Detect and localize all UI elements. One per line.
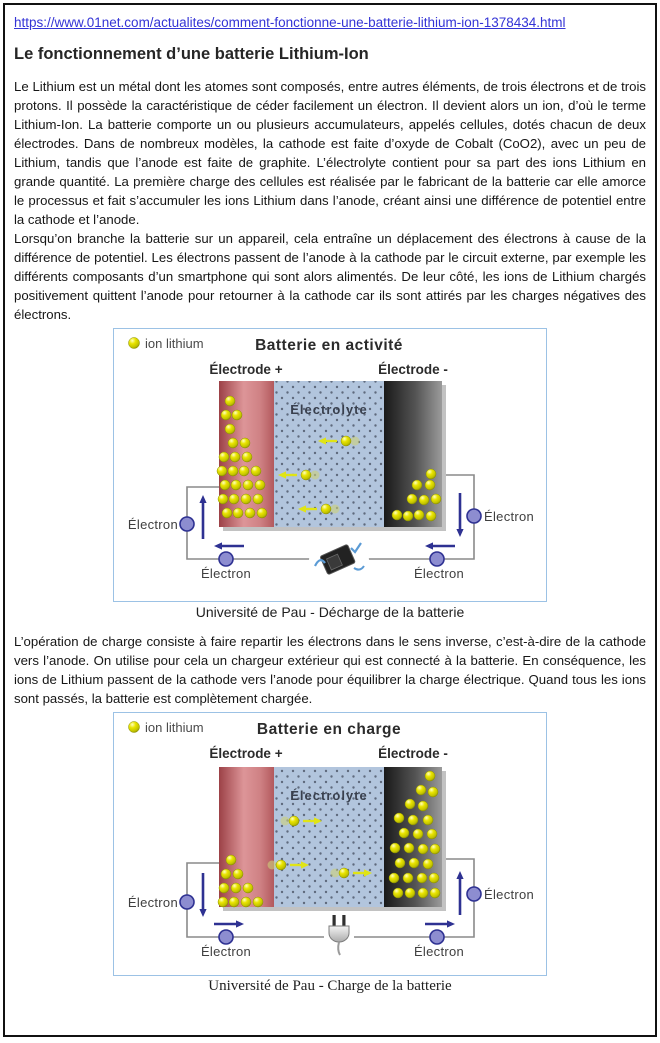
paragraph-discharge: Lorsqu’on branche la batterie sur un appareil, cela entraîne un déplacement des électrons à cause de la différence de potentiel. Les électrons passent de l’anode à la cathode par le circuit externe, par exemple les différents composants d’un smartphone qui sont alors alimentés. De leur côté, les ions de Lithium chargés positivement quittent l’anode pour retourner à la cathode car ils sont attirés par les charges négatives des électrons.	[14, 231, 646, 322]
figure-discharge-caption: Université de Pau - Décharge de la batterie	[195, 604, 465, 620]
electron-label: Électron	[200, 566, 252, 581]
figure-battery-discharge	[113, 328, 547, 620]
lithium-ion	[276, 860, 286, 870]
paragraph-charge: L’opération de charge consiste à faire repartir les électrons dans le sens inverse, c’est-à-dire de la cathode vers l’anode. On utilise pour cela un chargeur extérieur qui est connecté à la batterie. En conséquence, les ions de Lithium passent de la cathode vers l’anode pour équilibrer la charge électrique. Quand tous les ions sont passés, la batterie est complètement chargée.	[14, 634, 646, 706]
lithium-ion	[413, 829, 423, 839]
lithium-ion-ghost	[281, 817, 290, 826]
lithium-ion	[241, 494, 251, 504]
lithium-ion	[321, 504, 331, 514]
legend-ion-dot	[129, 722, 140, 733]
lithium-ion	[418, 844, 428, 854]
lithium-ion	[409, 858, 419, 868]
lithium-ion	[225, 396, 235, 406]
lithium-ion	[412, 480, 422, 490]
lithium-ion	[226, 855, 236, 865]
lithium-ion	[222, 508, 232, 518]
electron-label: Électron	[127, 895, 178, 910]
lithium-ion	[431, 494, 441, 504]
source-url	[14, 15, 646, 30]
lithium-ion	[419, 495, 429, 505]
figure-charge-caption: Université de Pau - Charge de la batterie	[208, 978, 452, 994]
legend-ion-dot	[129, 338, 140, 349]
lithium-ion	[221, 410, 231, 420]
lithium-ion	[233, 869, 243, 879]
electrode-positive-label: Électrode +	[209, 362, 283, 377]
lithium-ion	[430, 888, 440, 898]
lithium-ion	[253, 897, 263, 907]
lithium-ion	[390, 843, 400, 853]
electron-dot	[219, 930, 233, 944]
electron-label: Électron	[200, 944, 252, 959]
lithium-ion-ghost	[311, 471, 320, 480]
lithium-ion	[229, 494, 239, 504]
figure-battery-charge	[113, 712, 547, 995]
electron-dot	[430, 552, 444, 566]
lithium-ion	[241, 897, 251, 907]
lithium-ion	[231, 480, 241, 490]
electron-dot	[180, 517, 194, 531]
lithium-ion	[403, 873, 413, 883]
lithium-ion	[418, 801, 428, 811]
lithium-ion	[221, 869, 231, 879]
lithium-ion	[404, 843, 414, 853]
lithium-ion	[231, 883, 241, 893]
electron-dot	[467, 887, 481, 901]
lithium-ion	[416, 785, 426, 795]
lithium-ion	[405, 888, 415, 898]
lithium-ion	[251, 466, 261, 476]
lithium-ion	[418, 888, 428, 898]
electrode-negative-label: Électrode -	[378, 362, 448, 377]
lithium-ion	[243, 883, 253, 893]
electron-label: Électron	[484, 509, 535, 524]
lithium-ion	[229, 897, 239, 907]
lithium-ion	[403, 511, 413, 521]
lithium-ion	[219, 883, 229, 893]
lithium-ion	[417, 873, 427, 883]
electrode-negative	[384, 381, 442, 527]
electrode-positive-label: Électrode +	[209, 746, 283, 761]
charger-plug-icon	[324, 915, 354, 955]
electrolyte-label: Électrolyte	[290, 402, 368, 417]
lithium-ion	[218, 494, 228, 504]
lithium-ion	[407, 494, 417, 504]
paragraph-lithium-intro: Le Lithium est un métal dont les atomes sont composés, entre autres éléments, de trois électrons et de trois protons. Il possède la caractéristique de céder facilement un électron. Il devient alors un ion, d’où le terme Lithium-Ion. La batterie comporte un ou plusieurs accumulateurs, appelés cellules, dotés chacun de deux électrodes. Dans de nombreux modèles, la cathode est faite d’oxyde de Cobalt (CoO2), avec un peu de Lithium, tandis que l’anode est faite de graphite. L’électrolyte contient pour sa part des ions Lithium en grande quantité. La première charge des cellules est réalisée par le fabricant de la batterie car elle amorce le processus et fait s’accumuler les ions Lithium dans l’anode, créant ainsi une différence de potentiel entre la cathode et l’anode.	[14, 79, 646, 227]
lithium-ion	[423, 815, 433, 825]
legend-label: ion lithium	[145, 336, 204, 351]
electrode-negative-label: Électrode -	[378, 746, 448, 761]
lithium-ion	[423, 859, 433, 869]
lithium-ion	[389, 873, 399, 883]
lithium-ion	[394, 813, 404, 823]
electron-dot	[180, 895, 194, 909]
lithium-ion	[220, 480, 230, 490]
figure-title: Batterie en activité	[255, 337, 403, 354]
lithium-ion	[408, 815, 418, 825]
electron-label: Électron	[413, 566, 465, 581]
lithium-ion	[425, 771, 435, 781]
lithium-ion	[399, 828, 409, 838]
lithium-ion	[233, 508, 243, 518]
lithium-ion	[230, 452, 240, 462]
battery-charge-diagram	[113, 712, 547, 976]
lithium-ion	[339, 868, 349, 878]
lithium-ion	[228, 466, 238, 476]
lithium-ion	[218, 897, 228, 907]
lithium-ion	[228, 438, 238, 448]
electron-dot	[219, 552, 233, 566]
battery-discharge-diagram	[113, 328, 547, 602]
lithium-ion	[239, 466, 249, 476]
lithium-ion	[428, 787, 438, 797]
lithium-ion	[255, 480, 265, 490]
lithium-ion	[217, 466, 227, 476]
lithium-ion	[430, 844, 440, 854]
source-url-link[interactable]: https://www.01net.com/actualites/comment-fonctionne-une-batterie-lithium-ion-1378434.html	[14, 15, 566, 30]
lithium-ion	[405, 799, 415, 809]
lithium-ion	[232, 410, 242, 420]
lithium-ion-ghost	[331, 505, 340, 514]
lithium-ion	[393, 888, 403, 898]
lithium-ion	[341, 436, 351, 446]
lithium-ion	[242, 452, 252, 462]
lithium-ion	[426, 469, 436, 479]
lithium-ion	[289, 816, 299, 826]
lithium-ion	[429, 873, 439, 883]
lithium-ion	[414, 510, 424, 520]
electron-label: Électron	[484, 887, 535, 902]
legend-label: ion lithium	[145, 720, 204, 735]
figure-title: Batterie en charge	[256, 721, 402, 738]
lithium-ion	[245, 508, 255, 518]
lithium-ion	[395, 858, 405, 868]
lithium-ion	[253, 494, 263, 504]
electron-label: Électron	[413, 944, 465, 959]
lithium-ion	[301, 470, 311, 480]
lithium-ion	[240, 438, 250, 448]
smartphone-device-icon	[309, 543, 369, 576]
page-title: Le fonctionnement d’une batterie Lithium-Ion	[14, 45, 369, 63]
lithium-ion	[243, 480, 253, 490]
electrolyte-label: Électrolyte	[290, 788, 368, 803]
lithium-ion	[427, 829, 437, 839]
lithium-ion	[426, 511, 436, 521]
electron-dot	[430, 930, 444, 944]
lithium-ion-ghost	[331, 869, 340, 878]
body-text	[14, 77, 646, 324]
electron-label: Électron	[127, 517, 178, 532]
lithium-ion	[257, 508, 267, 518]
lithium-ion-ghost	[351, 437, 360, 446]
lithium-ion	[425, 480, 435, 490]
lithium-ion	[225, 424, 235, 434]
lithium-ion	[392, 510, 402, 520]
lithium-ion-ghost	[268, 861, 277, 870]
lithium-ion	[219, 452, 229, 462]
electron-dot	[467, 509, 481, 523]
document-page	[3, 3, 657, 1037]
